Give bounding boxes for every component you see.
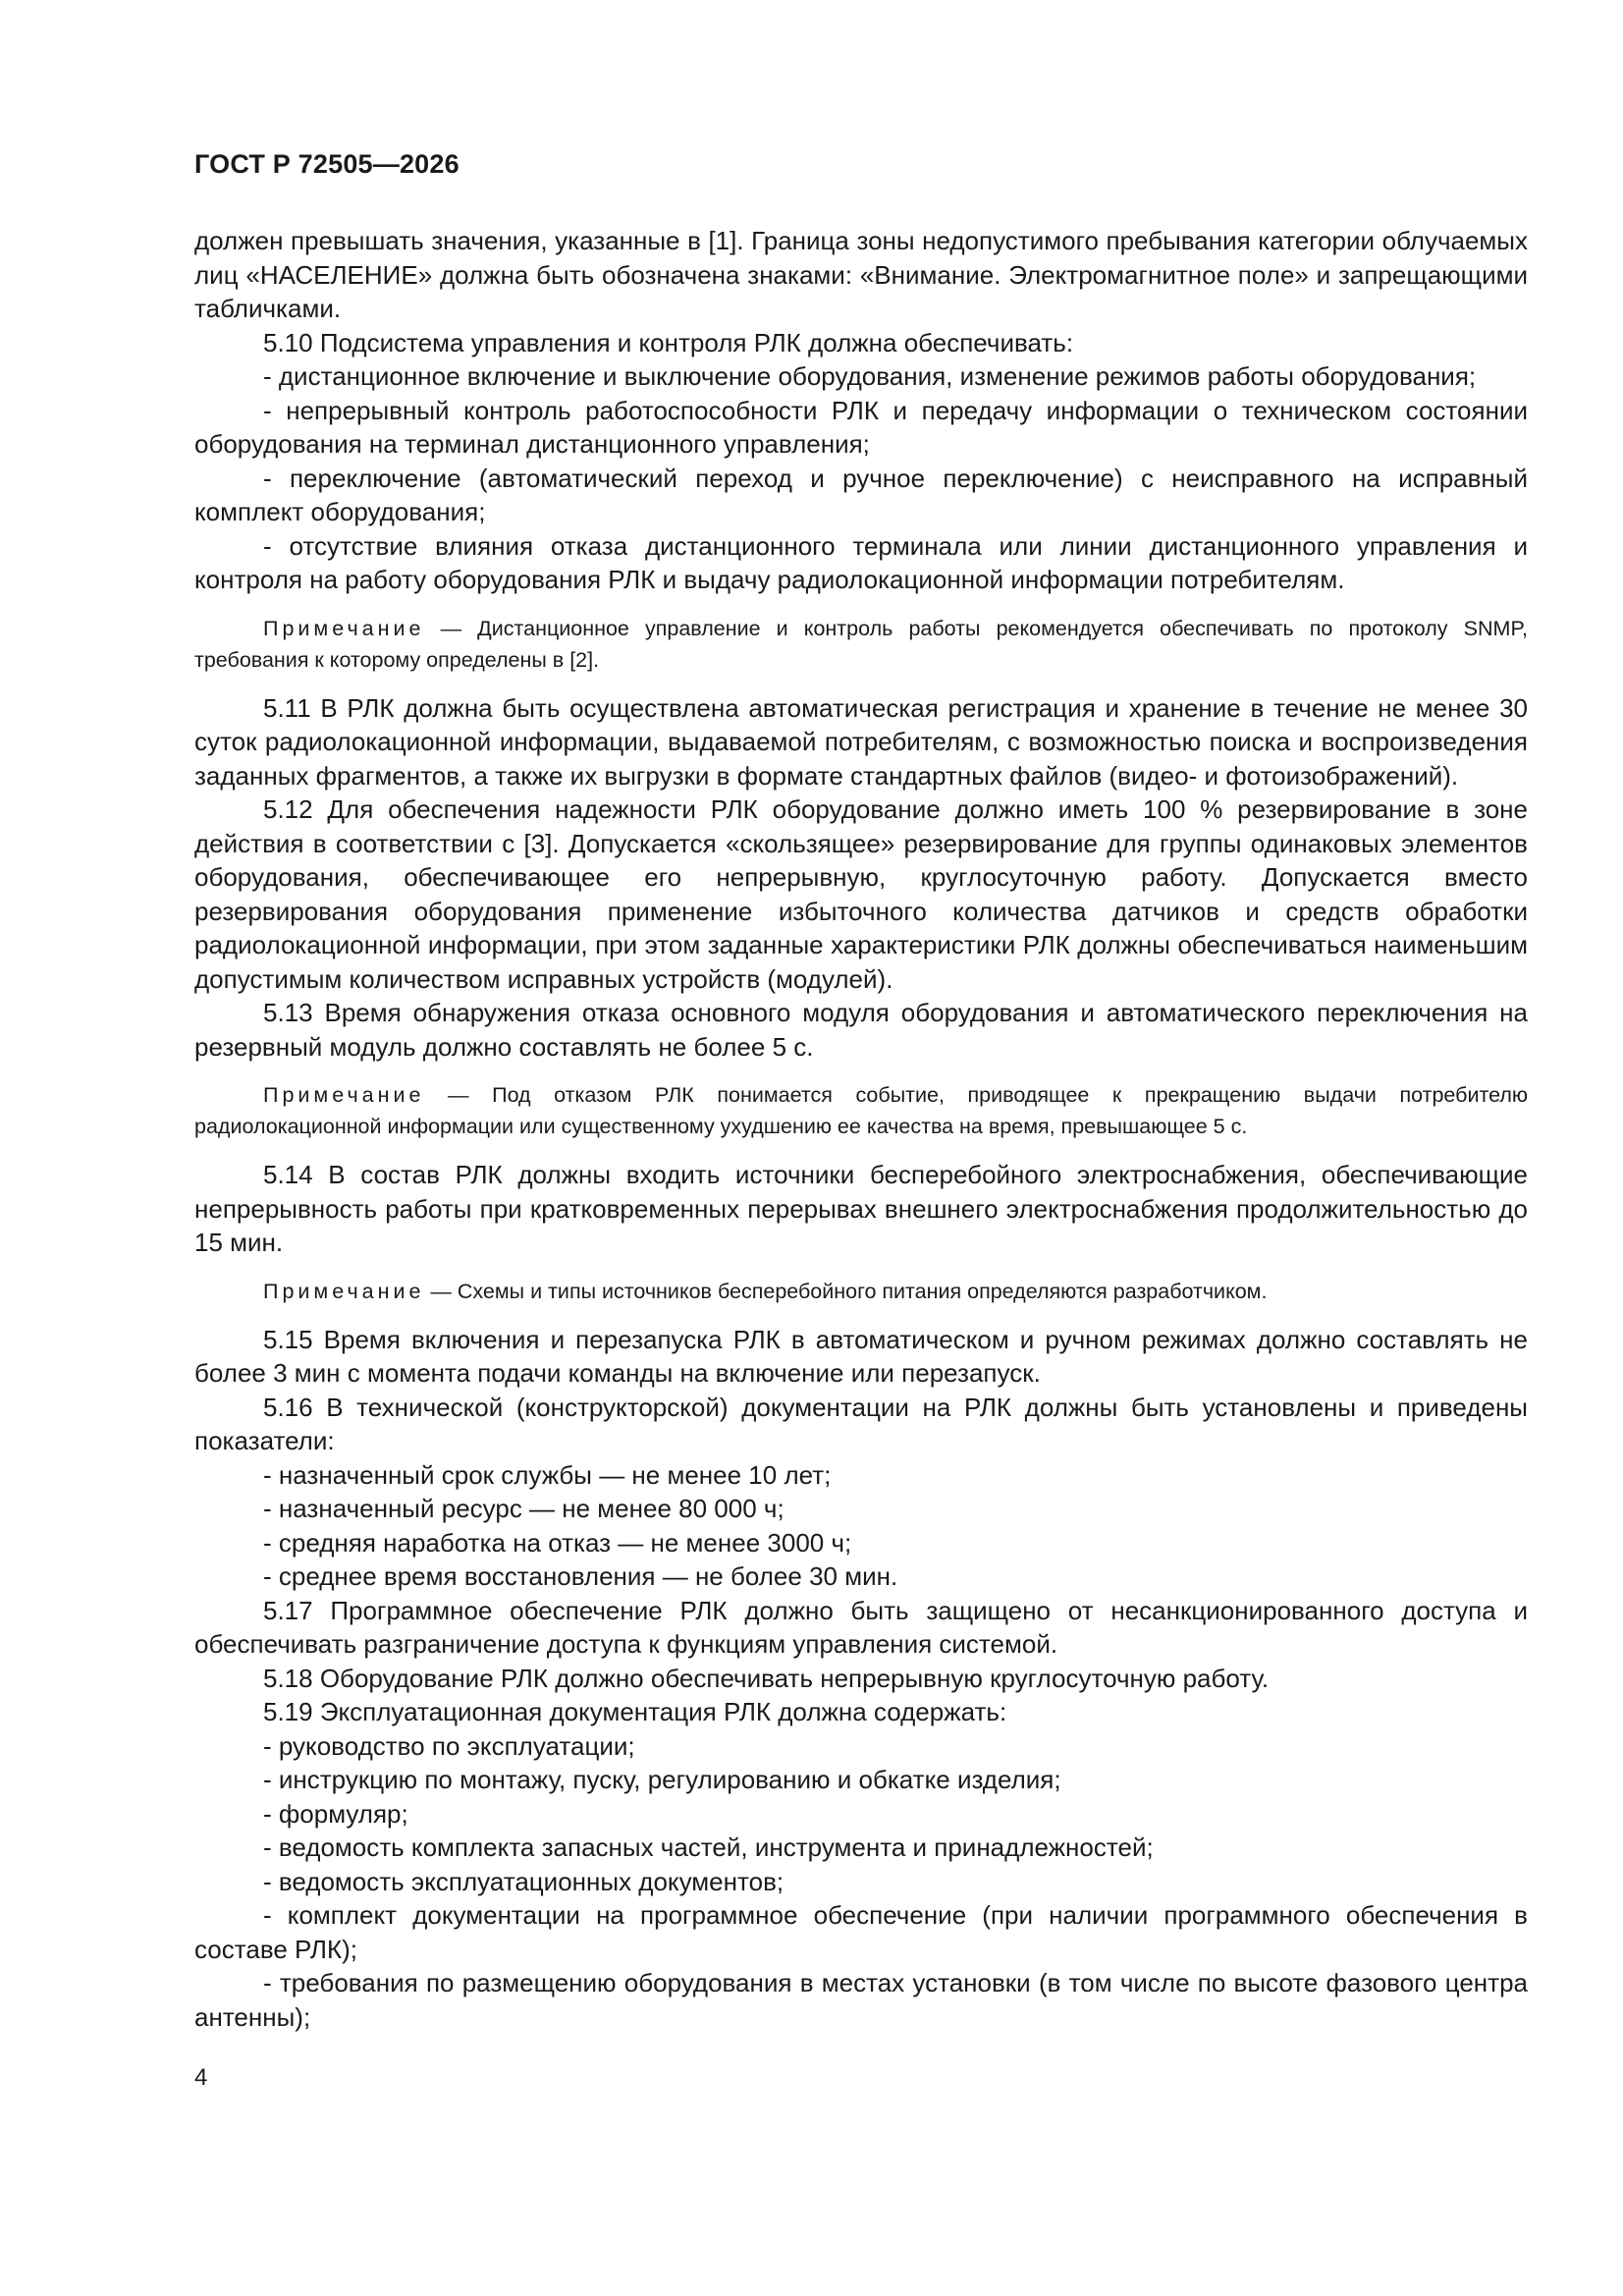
list-item: - руководство по эксплуатации;	[263, 1730, 635, 1761]
note-label: Примечание	[263, 1279, 425, 1303]
document-body	[194, 224, 1528, 2034]
document-header: ГОСТ Р 72505—2026	[194, 149, 460, 179]
section-5-11: 5.11 В РЛК должна быть осуществлена автоматическая регистрация и хранение в течение не менее 30 суток радиолокационной информации, выдаваемой потребителям, с возможностью поиска и воспроизведения заданных фрагментов, а также их выгрузки в формате стандартных файлов (видео- и фотоизображений).	[194, 692, 1528, 791]
section-5-14: 5.14 В состав РЛК должны входить источники бесперебойного электроснабжения, обеспечивающие непрерывность работы при кратковременных перерывах внешнего электроснабжения продолжительностью до 15 мин.	[194, 1160, 1528, 1257]
list-item: - требования по размещению оборудования в местах установки (в том числе по высоте фазового центра антенны);	[194, 1968, 1528, 2032]
section-5-15: 5.15 Время включения и перезапуска РЛК в автоматическом и ручном режимах должно составлять не более 3 мин с момента подачи команды на включение или перезапуск.	[194, 1324, 1528, 1388]
list-item: - назначенный ресурс — не менее 80 000 ч;	[263, 1494, 784, 1523]
section-5-12: 5.12 Для обеспечения надежности РЛК оборудование должно иметь 100 % резервирование в зоне действия в соответствии с [3]. Допускается «скользящее» резервирование для группы одинаковых элементов оборудования, обеспечивающее его непрерывную, круглосуточную работу. Допускается вместо резервирования оборудования применение избыточного количества датчиков и средств обработки радиолокационной информации, при этом заданные характеристики РЛК должны обеспечиваться наименьшим допустимым количеством исправных устройств (модулей).	[194, 794, 1528, 994]
list-item: - дистанционное включение и выключение оборудования, изменение режимов работы оборудования;	[263, 361, 1477, 391]
note-ups	[194, 1276, 1528, 1307]
section-5-18: 5.18 Оборудование РЛК должно обеспечивать непрерывную круглосуточную работу.	[263, 1663, 1270, 1693]
list-item: - переключение (автоматический переход и ручное переключение) с неисправного на исправный комплект оборудования;	[194, 463, 1528, 526]
section-5-17: 5.17 Программное обеспечение РЛК должно быть защищено от несанкционированного доступа и обеспечивать разграничение доступа к функциям управления системой.	[194, 1595, 1528, 1659]
note-text: — Дистанционное управление и контроль работы рекомендуется обеспечивать по протоколу SNMP, требования к которому определены в [2].	[194, 616, 1528, 672]
list-item: - среднее время восстановления — не более 30 мин.	[263, 1561, 898, 1591]
section-5-16: 5.16 В технической (конструкторской) документации на РЛК должны быть установлены и приведены показатели:	[194, 1392, 1528, 1455]
note-snmp	[194, 613, 1528, 676]
list-item: - назначенный срок службы — не менее 10 лет;	[263, 1459, 832, 1490]
list-item: - средняя наработка на отказ — не менее 3000 ч;	[263, 1527, 852, 1558]
paragraph-continuation: должен превышать значения, указанные в [1]. Граница зоны недопустимого пребывания категории облучаемых лиц «НАСЕЛЕНИЕ» должна быть обозначена знаками: «Внимание. Электромагнитное поле» и запрещающими табличками.	[194, 226, 1528, 323]
page-number: 4	[194, 2064, 208, 2091]
note-text: — Схемы и типы источников бесперебойного питания определяются разработчиком.	[424, 1279, 1268, 1303]
list-item: - формуляр;	[263, 1798, 408, 1829]
section-5-13: 5.13 Время обнаружения отказа основного модуля оборудования и автоматического переключения на резервный модуль должно составлять не более 5 с.	[194, 998, 1528, 1062]
section-5-19: 5.19 Эксплуатационная документация РЛК должна содержать:	[263, 1697, 1007, 1726]
list-item: - инструкцию по монтажу, пуску, регулированию и обкатке изделия;	[263, 1765, 1061, 1794]
note-text: — Под отказом РЛК понимается событие, приводящее к прекращению выдачи потребителю радиолокационной информации или существенному ухудшению ее качества на время, превышающее 5 с.	[194, 1083, 1528, 1138]
list-item: - непрерывный контроль работоспособности РЛК и передачу информации о техническом состоянии оборудования на терминал дистанционного управления;	[194, 395, 1528, 459]
note-label: Примечание	[263, 1083, 425, 1107]
list-item: - ведомость эксплуатационных документов;	[263, 1866, 784, 1896]
list-item: - отсутствие влияния отказа дистанционного терминала или линии дистанционного управления и контроля на работу оборудования РЛК и выдачу радиолокационной информации потребителям.	[194, 530, 1528, 594]
note-label: Примечание	[263, 616, 425, 640]
note-failure	[194, 1079, 1528, 1142]
list-item: - ведомость комплекта запасных частей, инструмента и принадлежностей;	[263, 1832, 1154, 1862]
section-5-10: 5.10 Подсистема управления и контроля РЛК должна обеспечивать:	[263, 327, 1074, 357]
list-item: - комплект документации на программное обеспечение (при наличии программного обеспечения в составе РЛК);	[194, 1900, 1528, 1964]
